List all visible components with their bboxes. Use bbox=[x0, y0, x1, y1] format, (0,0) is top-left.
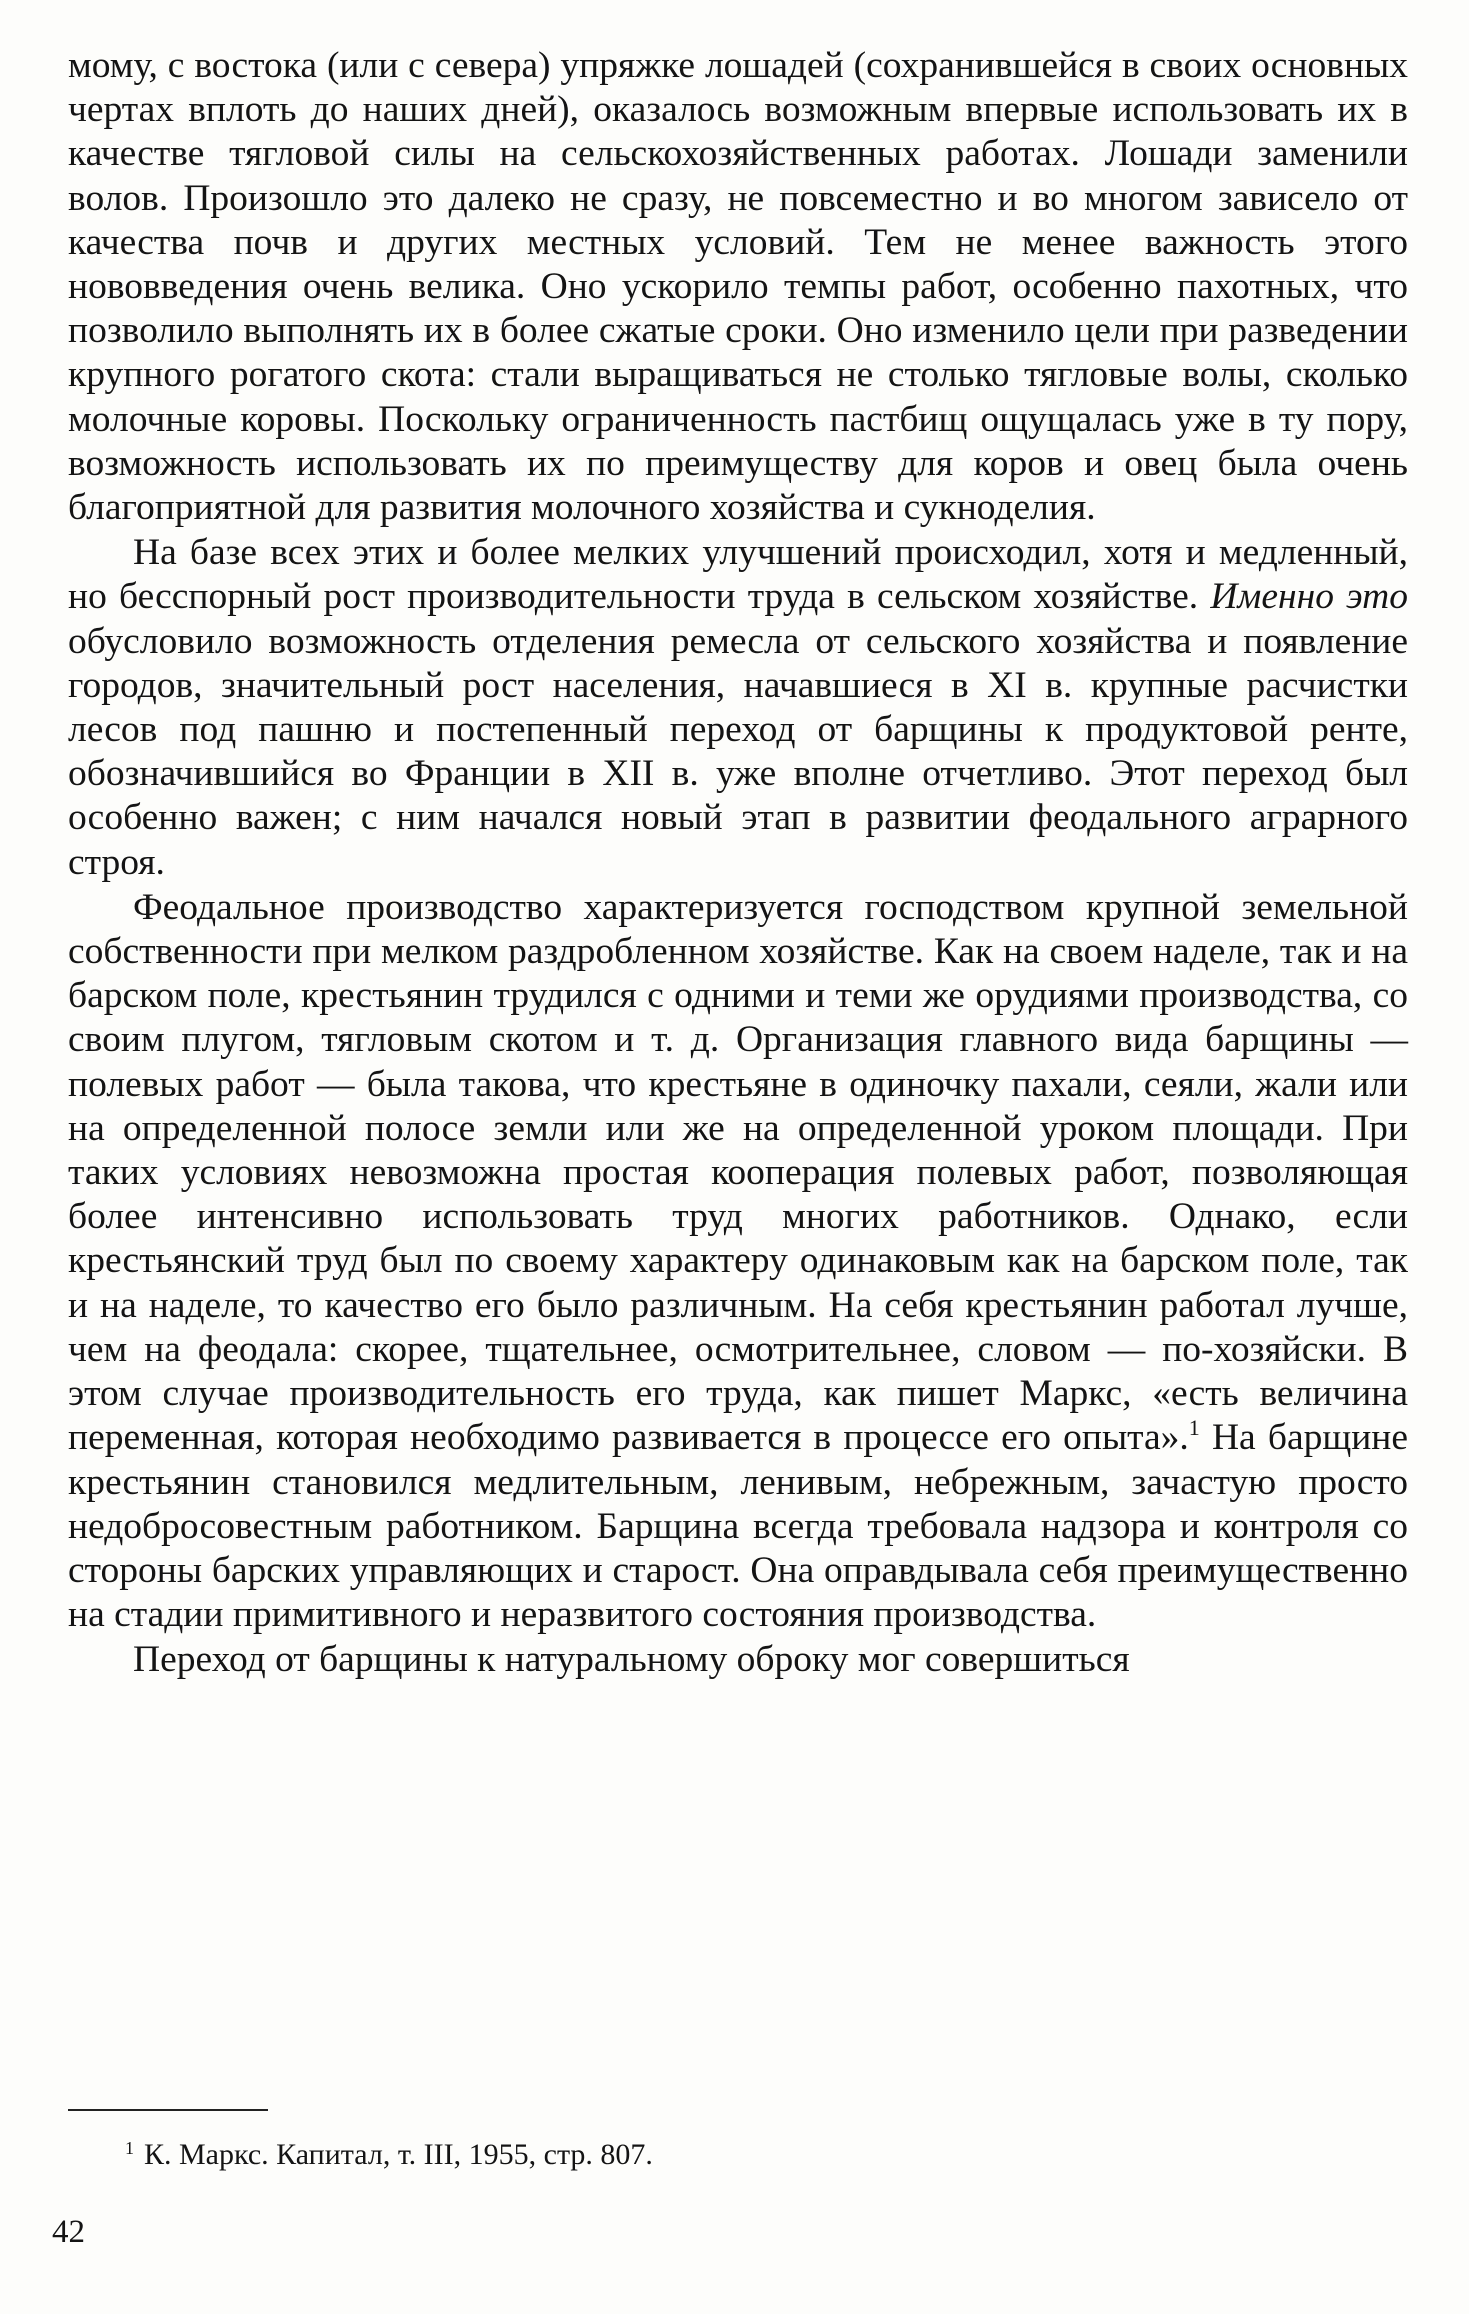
footnote-marker: 1 bbox=[125, 2138, 134, 2158]
paragraph-3 bbox=[68, 886, 1408, 1637]
footnote-divider bbox=[68, 2109, 268, 2111]
footnote bbox=[125, 2130, 653, 2173]
paragraph-2-end: обусловило возможность отделения ремесла от сельского хозяйства и появление городов, значительный рост населения, начавшиеся в XI в. крупные расчистки лесов под пашню и постепенный переход от барщины к продуктовой ренте, обозначившийся во Франции в XII в. уже вполне отчетливо. Этот переход был особенно важен; с ним начался новый этап в развитии феодального аграрного строя. bbox=[68, 620, 1408, 883]
paragraph-3-start: Феодальное производство характеризуется господством крупной земельной собственности при мелком раздробленном хозяйстве. Как на своем наделе, так и на барском поле, крестьянин трудился с одними и теми же орудиями производства, со своим плугом, тягловым скотом и т. д. Организация главного вида барщины — полевых работ — была такова, что крестьяне в одиночку пахали, сеяли, жали или на определенной полосе земли или же на определенной уроком площади. При таких условиях невозможна простая кооперация полевых работ, позволяющая более интенсивно использовать труд многих работников. Однако, если крестьянский труд был по своему характеру одинаковым как на барском поле, так и на наделе, то качество его было различным. На себя крестьянин работал лучше, чем на феодала: скорее, тщательнее, осмотрительнее, словом — по-хозяйски. В этом случае производительность его труда, как пишет Маркс, «есть величина переменная, которая необходимо развивается в процессе его опыта». bbox=[68, 886, 1408, 1459]
paragraph-2 bbox=[68, 531, 1408, 885]
paragraph-4: Переход от барщины к натуральному оброку мог совершиться bbox=[133, 1639, 1130, 1681]
emphasis-text: Именно это bbox=[1210, 576, 1408, 618]
page-number: 42 bbox=[52, 2214, 85, 2250]
body-text bbox=[68, 44, 1408, 1683]
footnote-text: К. Маркс. Капитал, т. III, 1955, стр. 807. bbox=[144, 2138, 653, 2171]
paragraph-3-end: На барщине крестьянин становился медлительным, ленивым, небрежным, зачастую просто недобросовестным работником. Барщина всегда требовала надзора и контроля со стороны барских управляющих и старост. Она оправдывала себя преимущественно на стадии примитивного и неразвитого состояния производства. bbox=[68, 1417, 1409, 1636]
paragraph-1: мому, с востока (или с севера) упряжке лошадей (сохранившейся в своих основных чертах вплоть до наших дней), оказалось возможным впервые использовать их в качестве тягловой силы на сельскохозяйственных работах. Лошади заменили волов. Произошло это далеко не сразу, не повсеместно и во многом зависело от качества почв и других местных условий. Тем не менее важность этого нововведения очень велика. Оно ускорило темпы работ, особенно пахотных, что позволило выполнять их в более сжатые сроки. Оно изменило цели при разведении крупного рогатого скота: стали выращиваться не столько тягловые волы, сколько молочные коровы. Поскольку ограниченность пастбищ ощущалась уже в ту пору, возможность использовать их по преимуществу для коров и овец была очень благоприятной для развития молочного хозяйства и сукноделия. bbox=[68, 45, 1408, 529]
paragraph-2-start: На базе всех этих и более мелких улучшений происходил, хотя и медленный, но бесспорный рост производительности труда в сельском хозяйстве. bbox=[68, 532, 1408, 618]
footnote-reference: 1 bbox=[1188, 1415, 1200, 1441]
